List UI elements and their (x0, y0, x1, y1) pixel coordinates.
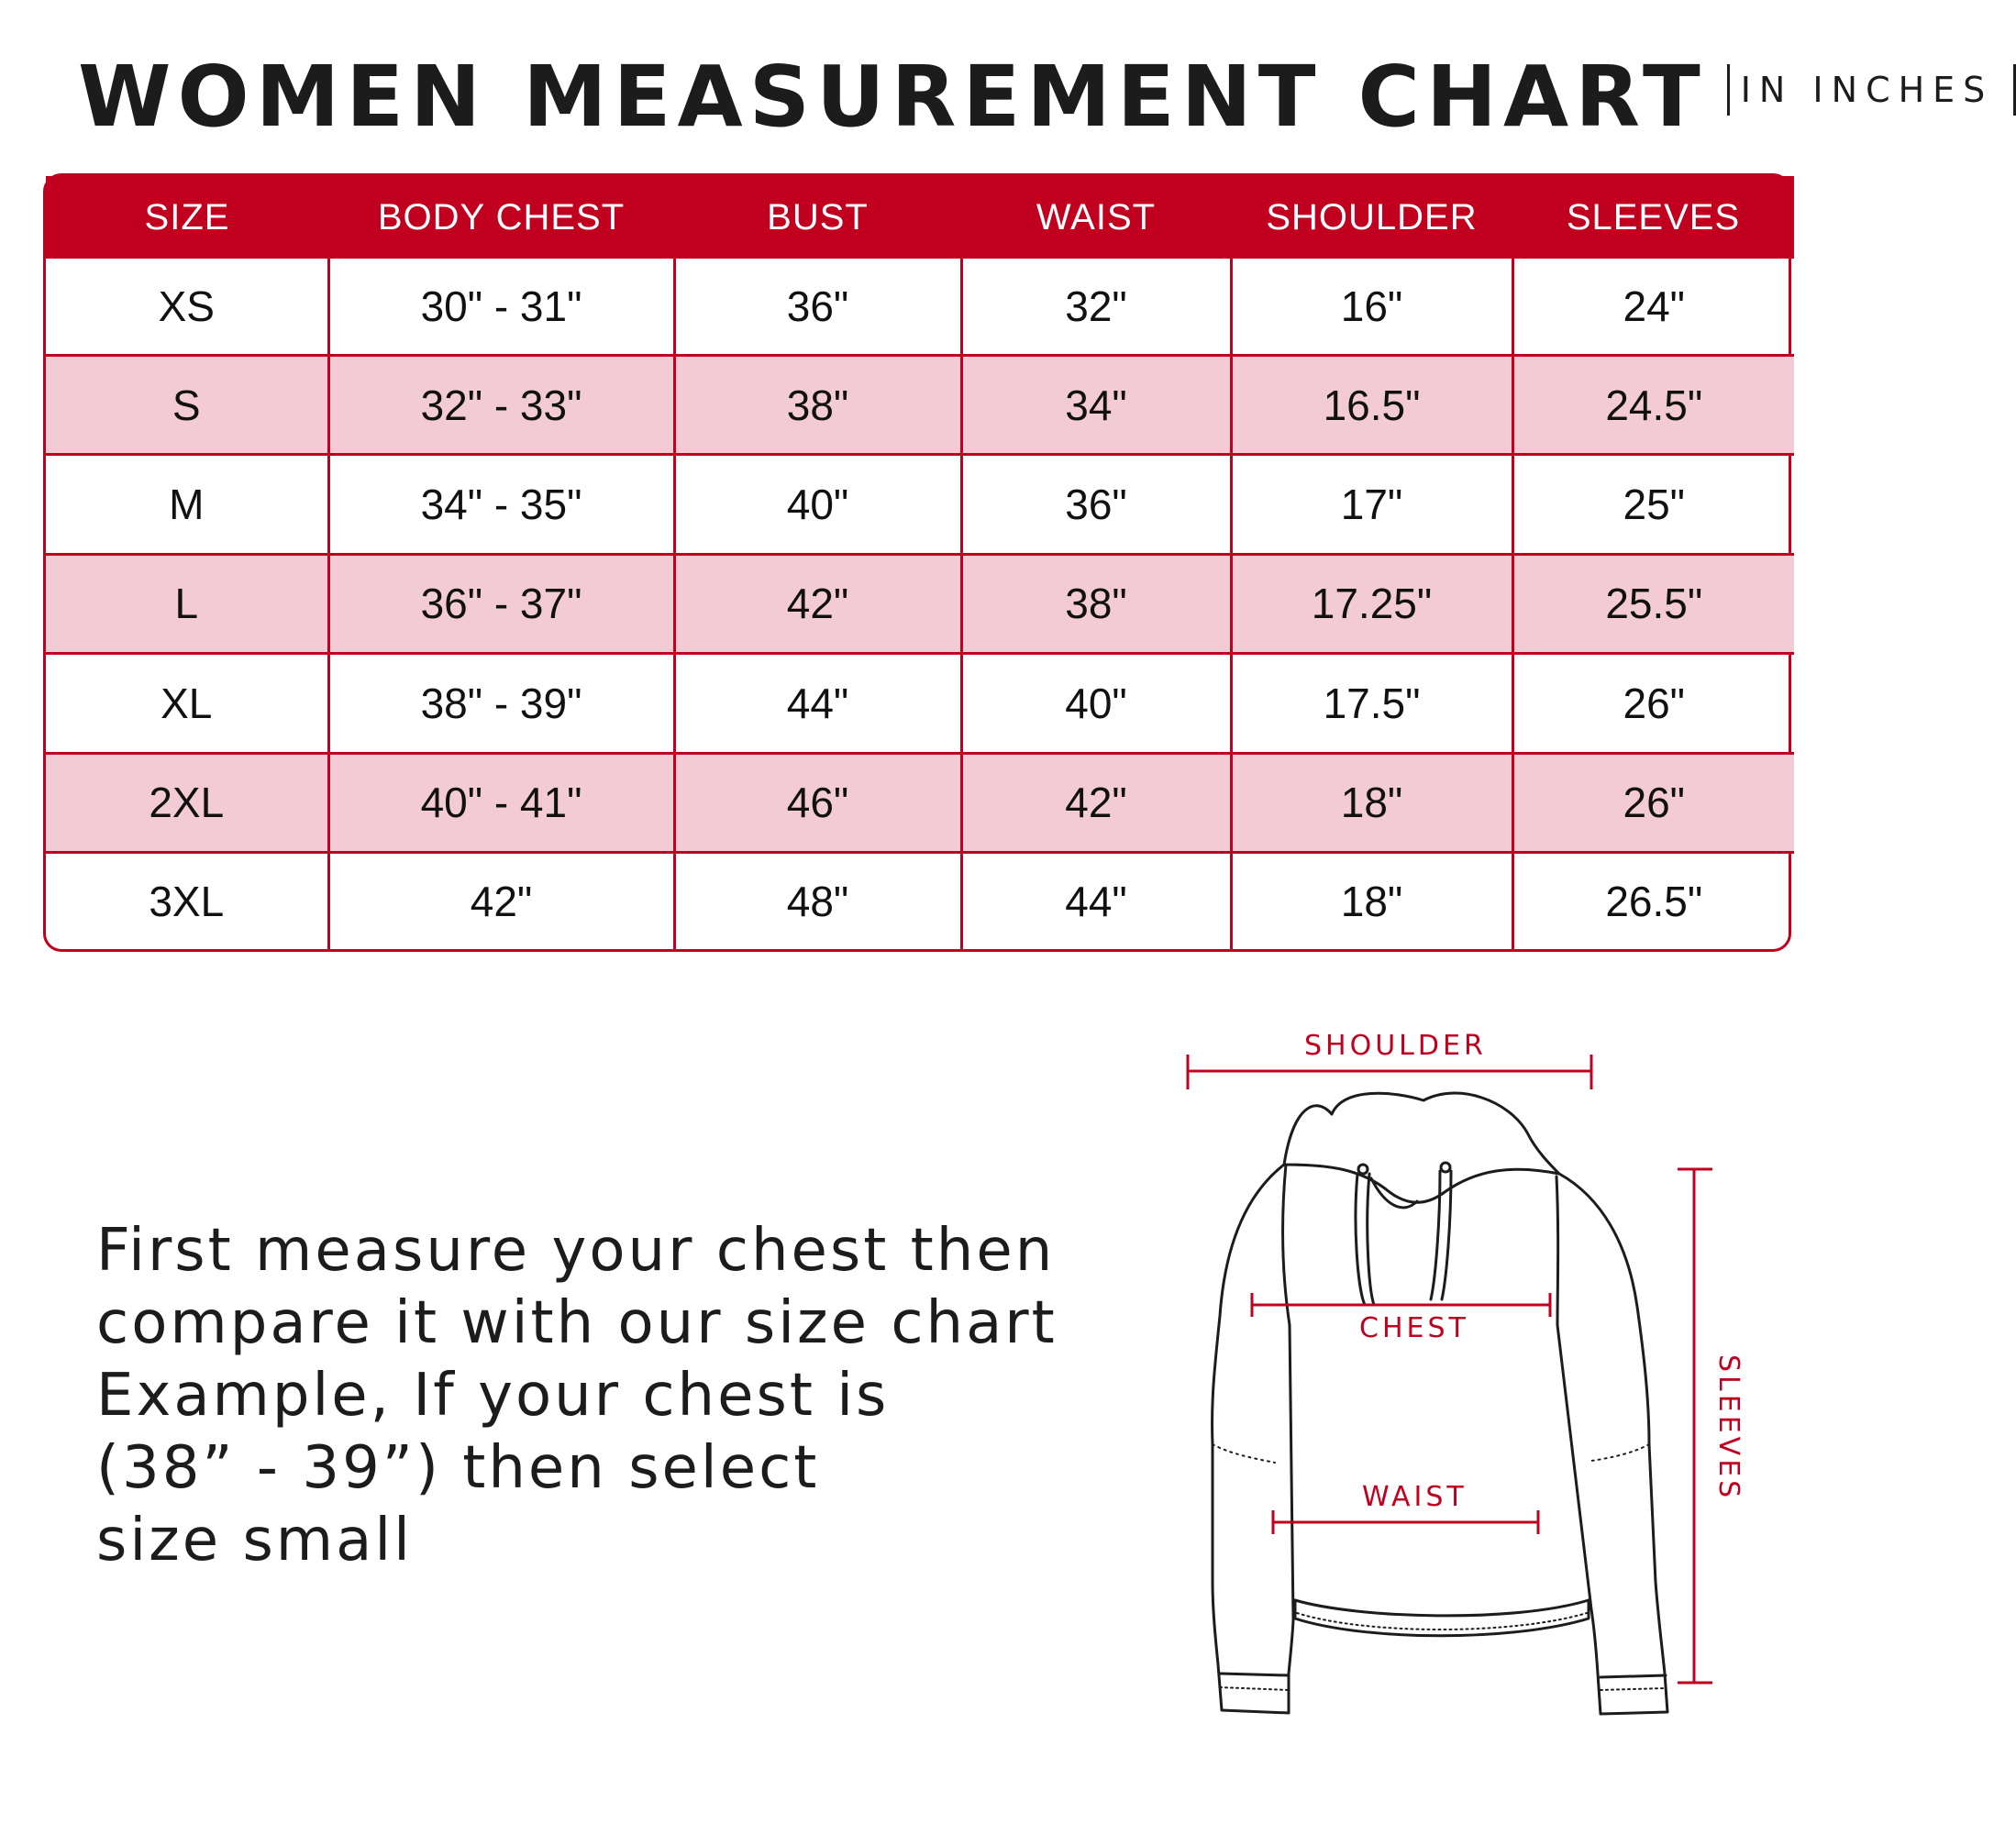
table-row (46, 654, 1794, 753)
chest-label: CHEST (1359, 1312, 1469, 1344)
measurement-guides (1188, 1055, 1712, 1683)
waist-cell: 40" (961, 654, 1231, 753)
sleeves-cell: 26" (1512, 654, 1794, 753)
body-chest-cell: 36" - 37" (328, 554, 674, 653)
waist-cell: 44" (961, 852, 1231, 949)
column-header-size: SIZE (46, 176, 328, 259)
bust-cell: 40" (674, 455, 961, 554)
bust-cell: 46" (674, 753, 961, 852)
bust-cell: 44" (674, 654, 961, 753)
table-row (46, 259, 1794, 356)
sleeves-cell: 26.5" (1512, 852, 1794, 949)
table-header-row (46, 176, 1794, 259)
shoulder-cell: 18" (1231, 753, 1512, 852)
waist-cell: 32" (961, 259, 1231, 356)
body-chest-cell: 34" - 35" (328, 455, 674, 554)
column-header-body-chest: BODY CHEST (328, 176, 674, 259)
size-cell: 3XL (46, 852, 328, 949)
sleeves-cell: 25.5" (1512, 554, 1794, 653)
size-cell: S (46, 356, 328, 455)
shoulder-cell: 17" (1231, 455, 1512, 554)
waist-cell: 42" (961, 753, 1231, 852)
sleeves-label: SLEEVES (1712, 1354, 1745, 1502)
hoodie-outline (1213, 1093, 1667, 1714)
table-row (46, 852, 1794, 949)
table-row (46, 356, 1794, 455)
bust-cell: 48" (674, 852, 961, 949)
body-chest-cell: 42" (328, 852, 674, 949)
instruction-line: size small (96, 1507, 413, 1574)
hoodie-illustration (1128, 1013, 1770, 1747)
sleeves-cell: 24" (1512, 259, 1794, 356)
shoulder-cell: 16.5" (1231, 356, 1512, 455)
unit-divider-left (1727, 64, 1730, 116)
column-header-shoulder: SHOULDER (1231, 176, 1512, 259)
shoulder-cell: 17.5" (1231, 654, 1512, 753)
instruction-line: First measure your chest then (96, 1217, 1056, 1285)
sleeves-cell: 24.5" (1512, 356, 1794, 455)
instruction-line: (38” - 39”) then select (96, 1434, 820, 1502)
waist-cell: 38" (961, 554, 1231, 653)
shoulder-label: SHOULDER (1304, 1030, 1487, 1062)
hoodie-measurement-diagram (1128, 1013, 1770, 1747)
column-header-waist: WAIST (961, 176, 1231, 259)
measuring-instructions (96, 1215, 1059, 1577)
instruction-line: compare it with our size chart (96, 1289, 1058, 1357)
waist-label: WAIST (1362, 1481, 1468, 1513)
body-chest-cell: 40" - 41" (328, 753, 674, 852)
size-cell: L (46, 554, 328, 653)
column-header-bust: BUST (674, 176, 961, 259)
unit-label: IN INCHES (1740, 70, 1994, 110)
table-row (46, 753, 1794, 852)
unit-label-group (1727, 64, 2016, 116)
size-cell: XL (46, 654, 328, 753)
body-chest-cell: 32" - 33" (328, 356, 674, 455)
body-chest-cell: 38" - 39" (328, 654, 674, 753)
sleeves-cell: 26" (1512, 753, 1794, 852)
sleeves-cell: 25" (1512, 455, 1794, 554)
column-header-sleeves: SLEEVES (1512, 176, 1794, 259)
body-chest-cell: 30" - 31" (328, 259, 674, 356)
waist-cell: 36" (961, 455, 1231, 554)
table-row (46, 554, 1794, 653)
size-table-container (43, 173, 1791, 952)
waist-cell: 34" (961, 356, 1231, 455)
bust-cell: 42" (674, 554, 961, 653)
shoulder-cell: 16" (1231, 259, 1512, 356)
size-table (46, 176, 1794, 949)
size-cell: M (46, 455, 328, 554)
page-title: WOMEN MEASUREMENT CHART (78, 47, 1707, 146)
bust-cell: 36" (674, 259, 961, 356)
instruction-line: Example, If your chest is (96, 1362, 890, 1430)
shoulder-cell: 18" (1231, 852, 1512, 949)
size-cell: XS (46, 259, 328, 356)
shoulder-cell: 17.25" (1231, 554, 1512, 653)
chart-header (78, 46, 1994, 147)
table-row (46, 455, 1794, 554)
bust-cell: 38" (674, 356, 961, 455)
size-cell: 2XL (46, 753, 328, 852)
